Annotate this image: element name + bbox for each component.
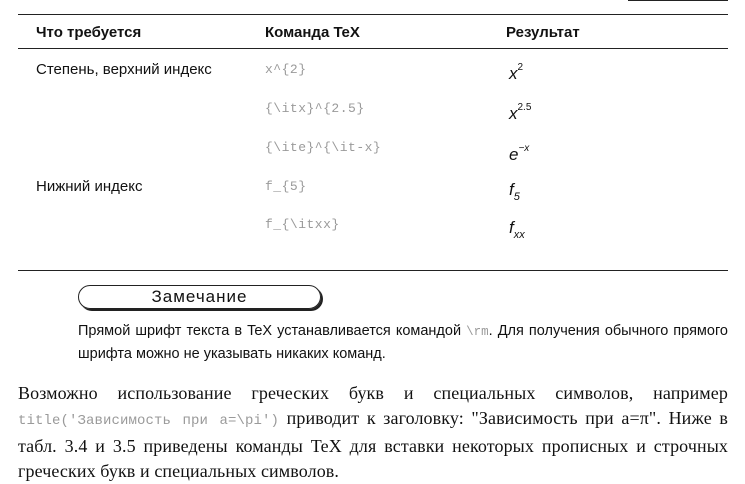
- result-formula: $f_5$: [509, 180, 520, 203]
- note-text: Прямой шрифт текста в TeX устанавливается командой \rm. Для получения обычного прямого шрифта можно не указывать никаких команд.: [78, 323, 728, 362]
- tex-code: f_{5}: [265, 179, 307, 194]
- header-result: Результат: [506, 24, 580, 41]
- table-row-label: Нижний индекс: [36, 178, 143, 195]
- table-bottom-rule: [18, 270, 728, 271]
- top-corner-rule: [628, 0, 728, 1]
- tex-code: x^{2}: [265, 62, 307, 77]
- tex-code: {\itx}^{2.5}: [265, 101, 365, 116]
- inline-code: title('Зависимость при a=\pi'): [18, 413, 280, 429]
- tex-code: {\ite}^{\it-x}: [265, 140, 382, 155]
- note-code: \rm: [466, 325, 489, 339]
- result-formula: $f_{xx}$: [509, 218, 525, 241]
- note-title-badge: Замечание: [78, 285, 321, 309]
- result-formula: $x^2$: [509, 62, 524, 83]
- result-formula: $x^{2.5}$: [509, 102, 532, 123]
- result-formula: $e^{-x}$: [509, 143, 530, 164]
- table-row-label: Степень, верхний индекс: [36, 61, 212, 78]
- body-paragraph: Возможно использование греческих букв и специальных символов, например title('Зависимость при a=\pi') приводит к заголовку: "Зависимость при a=π". Ниже в табл. 3.4 и 3.5 приведены команды TeX для вставки некоторых прописных и строчных греческих букв и специальных символов.: [18, 383, 728, 481]
- tex-code: f_{\itxx}: [265, 217, 340, 232]
- table-header-rule: [18, 48, 728, 49]
- header-tex-command: Команда TeX: [265, 24, 360, 41]
- header-requirement: Что требуется: [36, 24, 142, 41]
- table-top-rule: [18, 14, 728, 15]
